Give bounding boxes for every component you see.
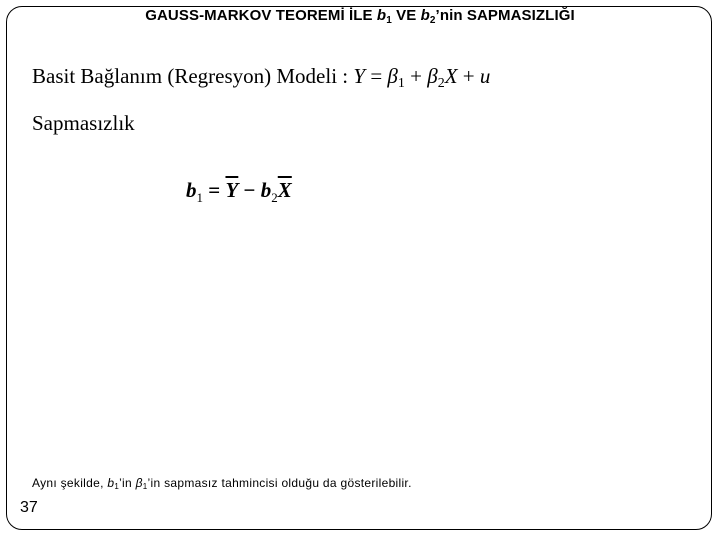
b1-formula: $b_1 = \overline{Y} - b_2\overline{X}$	[186, 178, 292, 205]
section-heading: Sapmasızlık	[32, 111, 135, 135]
footnote: Aynı şekilde, $b_1’in$ $\beta_1’in$ sapmasız tahmincisi olduğu da gösterilebilir.	[32, 476, 412, 491]
model-definition: Basit Bağlanım (Regresyon) Modeli : $Y = \beta_1 + \beta_2X + u$	[32, 64, 491, 91]
slide-title: GAUSS-MARKOV TEOREMİ İLE $b_1$ VE $b_2’nin$ SAPMASIZLIĞI	[145, 7, 575, 26]
page-number: 37	[20, 499, 38, 516]
